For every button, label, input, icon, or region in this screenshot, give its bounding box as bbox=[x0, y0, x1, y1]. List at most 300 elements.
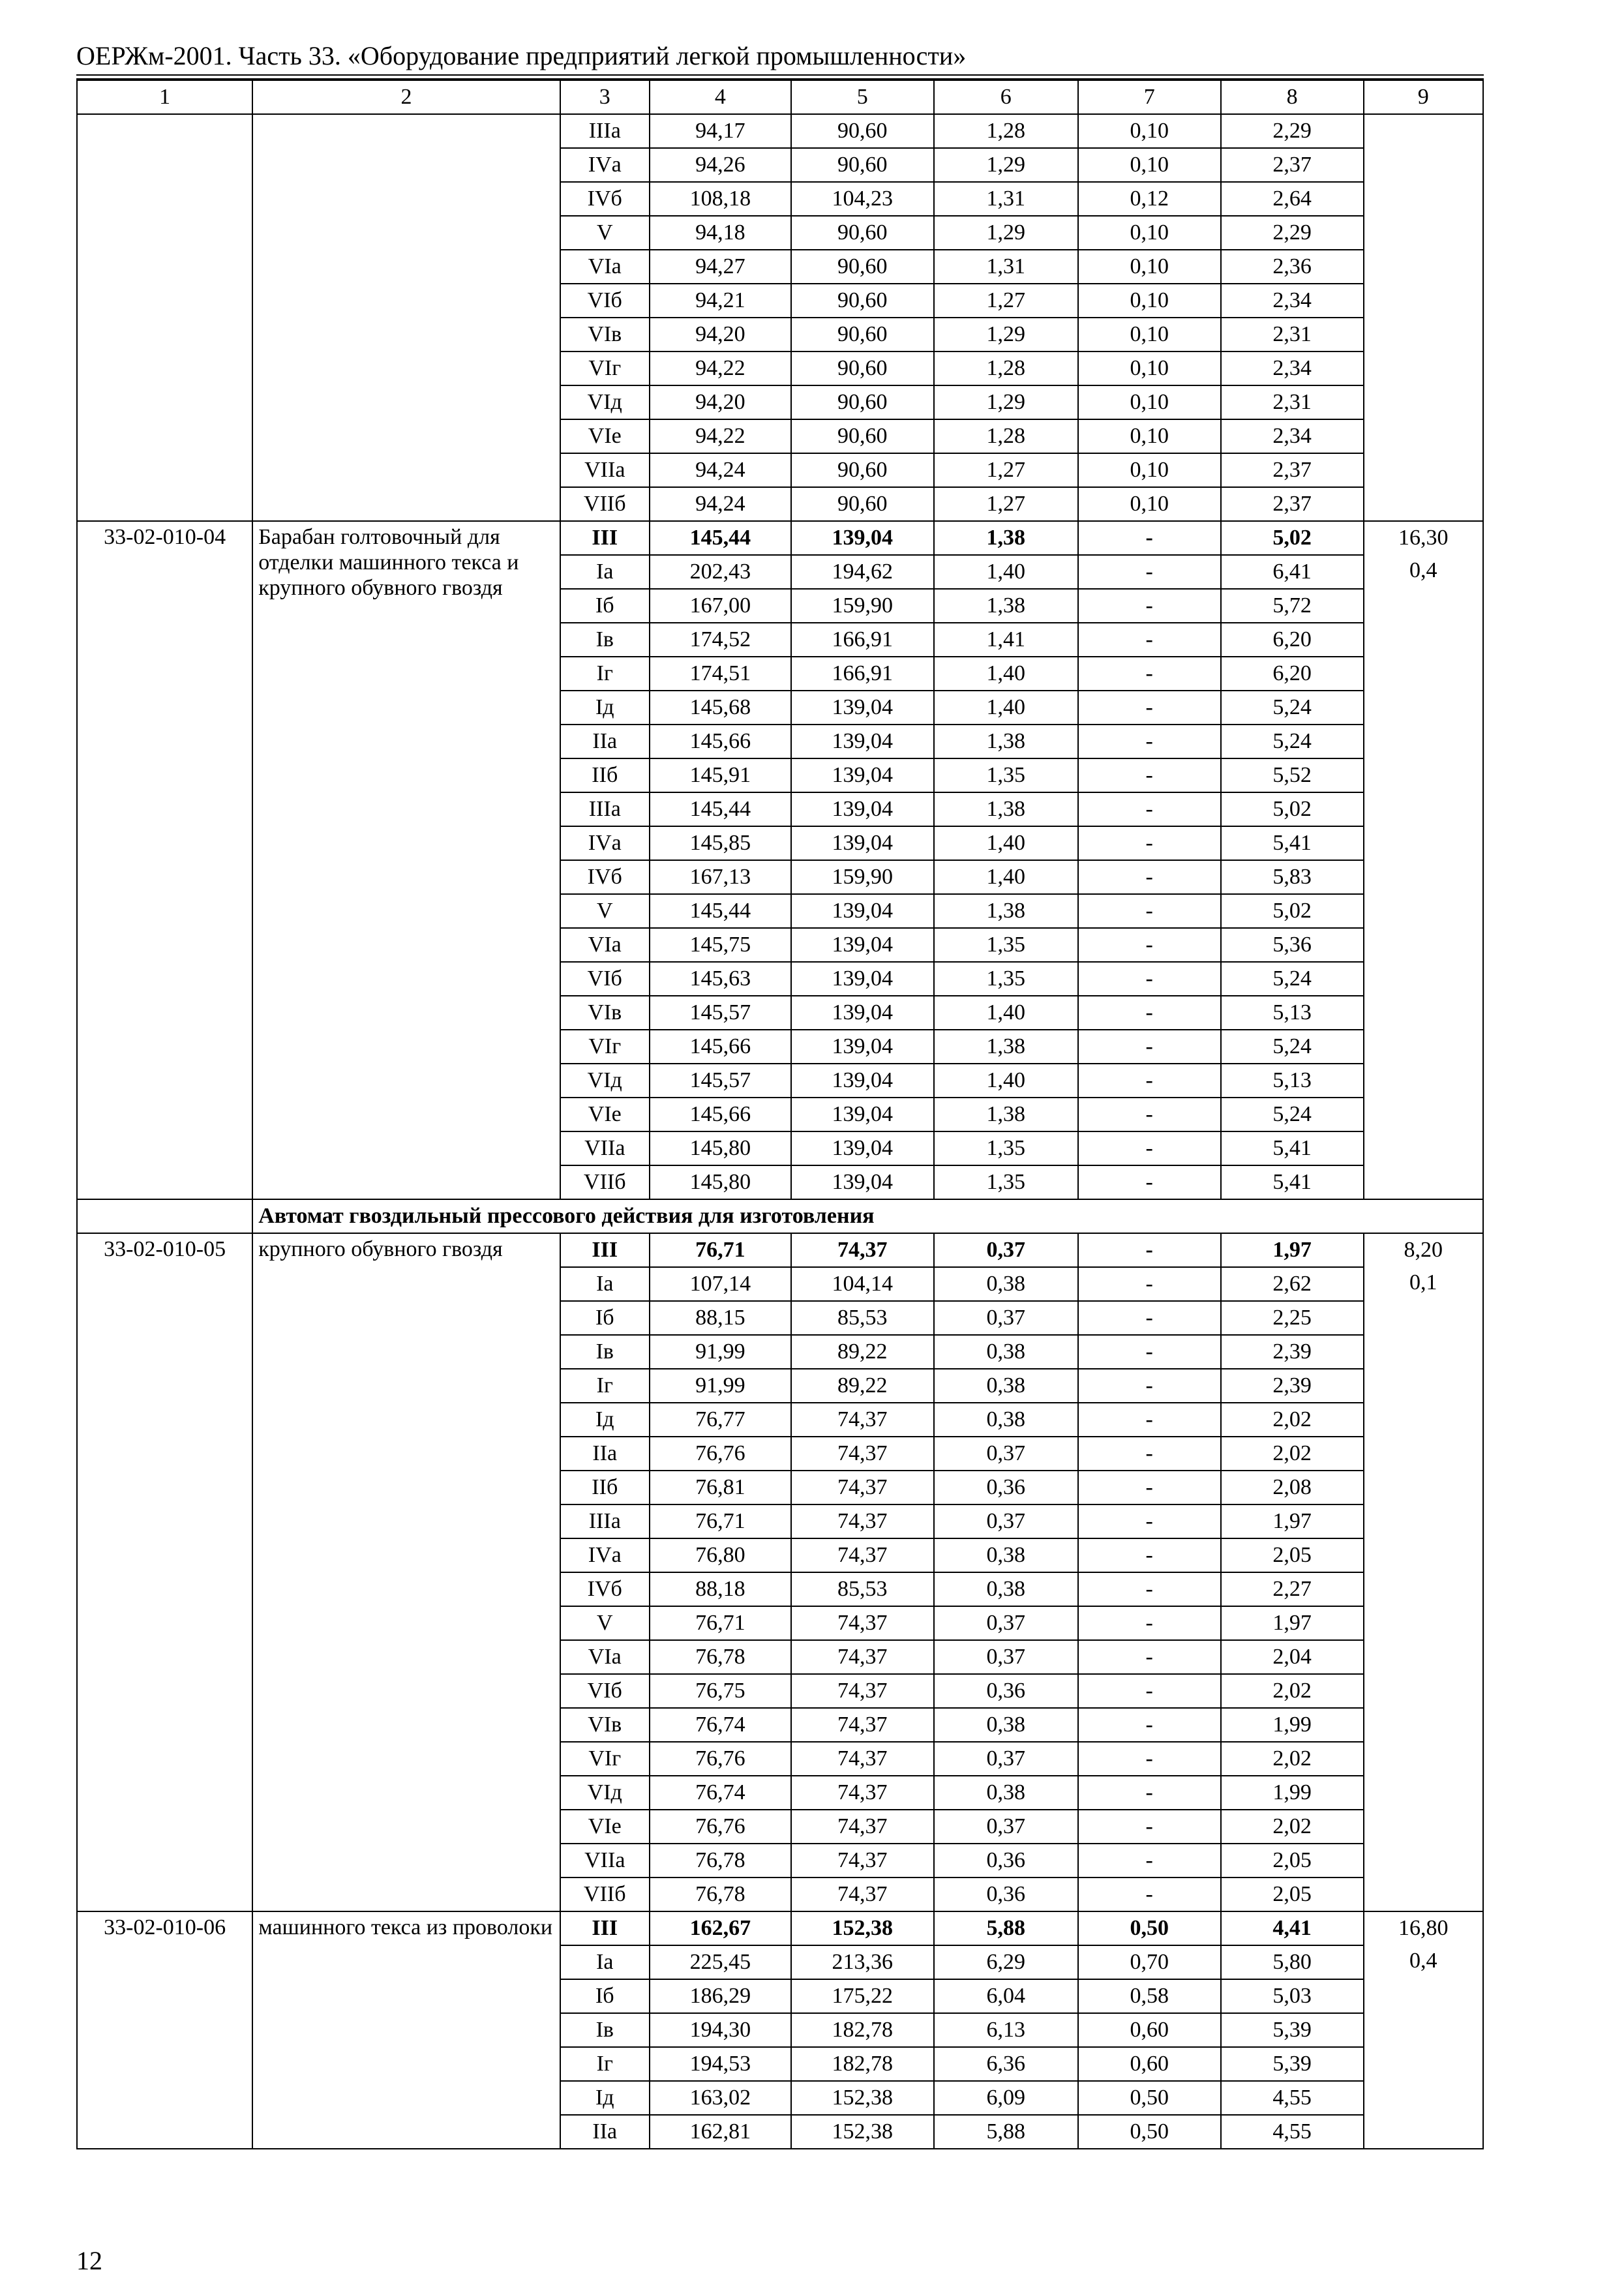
value-cell: 0,36 bbox=[934, 1878, 1078, 1911]
value-cell: - bbox=[1078, 1606, 1221, 1640]
value-cell: 186,29 bbox=[650, 1979, 791, 2013]
equipment-name bbox=[252, 114, 560, 521]
value-cell: 5,13 bbox=[1221, 1064, 1364, 1098]
value-cell: 90,60 bbox=[791, 419, 934, 453]
value-cell: 107,14 bbox=[650, 1267, 791, 1301]
zone-cell: Iа bbox=[560, 1945, 650, 1979]
table-row bbox=[77, 521, 1483, 555]
value-cell: - bbox=[1078, 962, 1221, 996]
value-cell: - bbox=[1078, 1131, 1221, 1165]
col9-value: 8,20 bbox=[1404, 1238, 1443, 1262]
value-cell: 225,45 bbox=[650, 1945, 791, 1979]
page-number: 12 bbox=[76, 2246, 102, 2275]
value-cell: 5,13 bbox=[1221, 996, 1364, 1030]
value-cell: 76,78 bbox=[650, 1878, 791, 1911]
zone-cell: Iб bbox=[560, 1979, 650, 2013]
rate-code bbox=[77, 114, 252, 521]
value-cell: 0,10 bbox=[1078, 352, 1221, 385]
value-cell: 74,37 bbox=[791, 1471, 934, 1504]
value-cell: 0,10 bbox=[1078, 148, 1221, 182]
value-cell: 91,99 bbox=[650, 1369, 791, 1403]
value-cell: 0,37 bbox=[934, 1437, 1078, 1471]
value-cell: 74,37 bbox=[791, 1538, 934, 1572]
value-cell: 0,10 bbox=[1078, 419, 1221, 453]
value-cell: 90,60 bbox=[791, 318, 934, 352]
value-cell: 174,51 bbox=[650, 657, 791, 691]
value-cell: 1,29 bbox=[934, 216, 1078, 250]
value-cell: 76,78 bbox=[650, 1640, 791, 1674]
value-cell: 5,41 bbox=[1221, 1131, 1364, 1165]
value-cell: 0,50 bbox=[1078, 2115, 1221, 2149]
value-cell: 1,38 bbox=[934, 725, 1078, 758]
value-cell: - bbox=[1078, 1640, 1221, 1674]
value-cell: 2,05 bbox=[1221, 1538, 1364, 1572]
value-cell: 4,41 bbox=[1221, 1911, 1364, 1945]
value-cell: - bbox=[1078, 1165, 1221, 1199]
value-cell: 2,29 bbox=[1221, 216, 1364, 250]
value-cell: 94,24 bbox=[650, 453, 791, 487]
value-cell: 76,76 bbox=[650, 1810, 791, 1844]
zone-cell: Iб bbox=[560, 589, 650, 623]
zone-cell: VIб bbox=[560, 962, 650, 996]
value-cell: 1,40 bbox=[934, 996, 1078, 1030]
value-cell: 91,99 bbox=[650, 1335, 791, 1369]
value-cell: 167,00 bbox=[650, 589, 791, 623]
value-cell: 104,23 bbox=[791, 182, 934, 216]
zone-cell: IVа bbox=[560, 826, 650, 860]
zone-cell: VIа bbox=[560, 250, 650, 284]
zone-cell: IIб bbox=[560, 1471, 650, 1504]
value-cell: 1,38 bbox=[934, 894, 1078, 928]
value-cell: 1,38 bbox=[934, 589, 1078, 623]
zone-cell: Iв bbox=[560, 2013, 650, 2047]
value-cell: 139,04 bbox=[791, 1165, 934, 1199]
value-cell: 1,28 bbox=[934, 352, 1078, 385]
value-cell: 202,43 bbox=[650, 555, 791, 589]
zone-cell: VIд bbox=[560, 385, 650, 419]
value-cell: 1,97 bbox=[1221, 1504, 1364, 1538]
value-cell: 74,37 bbox=[791, 1878, 934, 1911]
value-cell: 76,71 bbox=[650, 1233, 791, 1267]
zone-cell: VIв bbox=[560, 318, 650, 352]
value-cell: 2,31 bbox=[1221, 385, 1364, 419]
value-cell: 85,53 bbox=[791, 1572, 934, 1606]
zone-cell: IIа bbox=[560, 725, 650, 758]
value-cell: 74,37 bbox=[791, 1674, 934, 1708]
value-cell: 145,80 bbox=[650, 1165, 791, 1199]
value-cell: 2,64 bbox=[1221, 182, 1364, 216]
value-cell: 2,31 bbox=[1221, 318, 1364, 352]
value-cell: 2,37 bbox=[1221, 453, 1364, 487]
value-cell: 0,36 bbox=[934, 1844, 1078, 1878]
zone-cell: IVа bbox=[560, 148, 650, 182]
value-cell: 152,38 bbox=[791, 2115, 934, 2149]
value-cell: 6,36 bbox=[934, 2047, 1078, 2081]
equipment-name: крупного обувного гвоздя bbox=[252, 1233, 560, 1911]
value-cell: - bbox=[1078, 996, 1221, 1030]
value-cell: 6,13 bbox=[934, 2013, 1078, 2047]
value-cell: 5,02 bbox=[1221, 521, 1364, 555]
value-cell: 1,27 bbox=[934, 453, 1078, 487]
col9-value: 16,80 bbox=[1398, 1916, 1449, 1940]
value-cell: 2,39 bbox=[1221, 1335, 1364, 1369]
header-rule bbox=[76, 74, 1484, 76]
value-cell: 2,27 bbox=[1221, 1572, 1364, 1606]
value-cell: 90,60 bbox=[791, 385, 934, 419]
value-cell: 175,22 bbox=[791, 1979, 934, 2013]
value-cell: 74,37 bbox=[791, 1776, 934, 1810]
value-cell: 139,04 bbox=[791, 521, 934, 555]
value-cell: 0,10 bbox=[1078, 114, 1221, 148]
value-cell: 0,38 bbox=[934, 1538, 1078, 1572]
column-number: 3 bbox=[560, 80, 650, 114]
value-cell: 0,50 bbox=[1078, 2081, 1221, 2115]
zone-cell: V bbox=[560, 1606, 650, 1640]
zone-cell: IIб bbox=[560, 758, 650, 792]
zone-cell: Iд bbox=[560, 691, 650, 725]
value-cell: 1,29 bbox=[934, 385, 1078, 419]
value-cell: 6,09 bbox=[934, 2081, 1078, 2115]
zone-cell: Iв bbox=[560, 1335, 650, 1369]
value-cell: 4,55 bbox=[1221, 2115, 1364, 2149]
value-cell: 1,35 bbox=[934, 1165, 1078, 1199]
value-cell: - bbox=[1078, 792, 1221, 826]
value-cell: 5,24 bbox=[1221, 691, 1364, 725]
zone-cell: IVб bbox=[560, 860, 650, 894]
column-number: 8 bbox=[1221, 80, 1364, 114]
value-cell: 0,12 bbox=[1078, 182, 1221, 216]
value-cell: 89,22 bbox=[791, 1369, 934, 1403]
value-cell: 139,04 bbox=[791, 928, 934, 962]
equipment-name: Барабан голтовочный для отделки машинного текса и крупного обувного гвоздя bbox=[252, 521, 560, 1199]
zone-cell: VIIа bbox=[560, 1844, 650, 1878]
value-cell: 0,10 bbox=[1078, 284, 1221, 318]
value-cell: 162,67 bbox=[650, 1911, 791, 1945]
value-cell: 0,38 bbox=[934, 1776, 1078, 1810]
value-cell: 0,37 bbox=[934, 1810, 1078, 1844]
value-cell: 88,15 bbox=[650, 1301, 791, 1335]
value-cell: 1,40 bbox=[934, 657, 1078, 691]
col9-cell bbox=[1364, 1911, 1483, 2149]
value-cell: - bbox=[1078, 1776, 1221, 1810]
value-cell: 1,35 bbox=[934, 1131, 1078, 1165]
value-cell: 0,10 bbox=[1078, 250, 1221, 284]
value-cell: - bbox=[1078, 894, 1221, 928]
value-cell: 1,97 bbox=[1221, 1233, 1364, 1267]
value-cell: 89,22 bbox=[791, 1335, 934, 1369]
value-cell: 2,02 bbox=[1221, 1403, 1364, 1437]
value-cell: 166,91 bbox=[791, 623, 934, 657]
value-cell: 1,99 bbox=[1221, 1776, 1364, 1810]
value-cell: 0,38 bbox=[934, 1572, 1078, 1606]
value-cell: 94,20 bbox=[650, 318, 791, 352]
value-cell: 94,21 bbox=[650, 284, 791, 318]
value-cell: 90,60 bbox=[791, 487, 934, 521]
value-cell: - bbox=[1078, 1471, 1221, 1504]
table-row bbox=[77, 114, 1483, 148]
value-cell: - bbox=[1078, 657, 1221, 691]
zone-cell: Iг bbox=[560, 2047, 650, 2081]
value-cell: - bbox=[1078, 1742, 1221, 1776]
page-header-title: ОЕРЖм-2001. Часть 33. «Оборудование предприятий легкой промышленности» bbox=[76, 41, 967, 70]
value-cell: 1,40 bbox=[934, 555, 1078, 589]
column-number: 2 bbox=[252, 80, 560, 114]
value-cell: 5,24 bbox=[1221, 962, 1364, 996]
value-cell: 194,30 bbox=[650, 2013, 791, 2047]
value-cell: 139,04 bbox=[791, 792, 934, 826]
value-cell: 1,35 bbox=[934, 758, 1078, 792]
value-cell: 1,40 bbox=[934, 1064, 1078, 1098]
zone-cell: V bbox=[560, 216, 650, 250]
value-cell: 6,29 bbox=[934, 1945, 1078, 1979]
value-cell: - bbox=[1078, 623, 1221, 657]
value-cell: - bbox=[1078, 555, 1221, 589]
value-cell: 174,52 bbox=[650, 623, 791, 657]
zone-cell: IVб bbox=[560, 1572, 650, 1606]
value-cell: 145,68 bbox=[650, 691, 791, 725]
value-cell: 5,03 bbox=[1221, 1979, 1364, 2013]
value-cell: 0,10 bbox=[1078, 453, 1221, 487]
value-cell: 145,44 bbox=[650, 792, 791, 826]
value-cell: 74,37 bbox=[791, 1810, 934, 1844]
col9-value: 16,30 bbox=[1398, 526, 1449, 550]
value-cell: 139,04 bbox=[791, 1064, 934, 1098]
value-cell: 76,81 bbox=[650, 1471, 791, 1504]
value-cell: 182,78 bbox=[791, 2013, 934, 2047]
zone-cell: VIб bbox=[560, 284, 650, 318]
value-cell: - bbox=[1078, 1810, 1221, 1844]
value-cell: 5,41 bbox=[1221, 1165, 1364, 1199]
value-cell: 1,29 bbox=[934, 318, 1078, 352]
value-cell: 163,02 bbox=[650, 2081, 791, 2115]
zone-cell: III bbox=[560, 521, 650, 555]
value-cell: 5,72 bbox=[1221, 589, 1364, 623]
zone-cell: Iд bbox=[560, 2081, 650, 2115]
value-cell: 0,60 bbox=[1078, 2013, 1221, 2047]
value-cell: 0,37 bbox=[934, 1233, 1078, 1267]
zone-cell: VIв bbox=[560, 996, 650, 1030]
zone-cell: VIд bbox=[560, 1776, 650, 1810]
column-number: 6 bbox=[934, 80, 1078, 114]
value-cell: 2,05 bbox=[1221, 1878, 1364, 1911]
value-cell: 139,04 bbox=[791, 1030, 934, 1064]
value-cell: 1,38 bbox=[934, 521, 1078, 555]
value-cell: 0,38 bbox=[934, 1267, 1078, 1301]
value-cell: 0,10 bbox=[1078, 216, 1221, 250]
value-cell: 85,53 bbox=[791, 1301, 934, 1335]
section-heading: Автомат гвоздильный прессового действия для изготовления bbox=[252, 1199, 1483, 1233]
zone-cell: VIб bbox=[560, 1674, 650, 1708]
value-cell: 2,37 bbox=[1221, 487, 1364, 521]
zone-cell: IIIа bbox=[560, 114, 650, 148]
value-cell: 5,02 bbox=[1221, 894, 1364, 928]
value-cell: 2,02 bbox=[1221, 1674, 1364, 1708]
value-cell: 76,74 bbox=[650, 1776, 791, 1810]
value-cell: 1,28 bbox=[934, 114, 1078, 148]
value-cell: 74,37 bbox=[791, 1437, 934, 1471]
value-cell: 2,34 bbox=[1221, 419, 1364, 453]
value-cell: 2,34 bbox=[1221, 284, 1364, 318]
value-cell: - bbox=[1078, 1674, 1221, 1708]
value-cell: 2,39 bbox=[1221, 1369, 1364, 1403]
col9-cell bbox=[1364, 1233, 1483, 1911]
value-cell: - bbox=[1078, 1335, 1221, 1369]
rate-code: 33-02-010-06 bbox=[77, 1911, 252, 2149]
zone-cell: Iв bbox=[560, 623, 650, 657]
value-cell: - bbox=[1078, 1064, 1221, 1098]
value-cell: 145,66 bbox=[650, 1030, 791, 1064]
value-cell: 1,38 bbox=[934, 792, 1078, 826]
value-cell: - bbox=[1078, 1369, 1221, 1403]
value-cell: 90,60 bbox=[791, 352, 934, 385]
value-cell: 2,34 bbox=[1221, 352, 1364, 385]
value-cell: 94,22 bbox=[650, 419, 791, 453]
zone-cell: VIг bbox=[560, 1030, 650, 1064]
value-cell: 182,78 bbox=[791, 2047, 934, 2081]
value-cell: 139,04 bbox=[791, 691, 934, 725]
value-cell: 0,37 bbox=[934, 1606, 1078, 1640]
value-cell: 0,70 bbox=[1078, 1945, 1221, 1979]
value-cell: 5,36 bbox=[1221, 928, 1364, 962]
value-cell: 5,41 bbox=[1221, 826, 1364, 860]
value-cell: 74,37 bbox=[791, 1606, 934, 1640]
value-cell: - bbox=[1078, 826, 1221, 860]
value-cell: - bbox=[1078, 1538, 1221, 1572]
value-cell: - bbox=[1078, 521, 1221, 555]
value-cell: 2,02 bbox=[1221, 1742, 1364, 1776]
value-cell: 74,37 bbox=[791, 1403, 934, 1437]
value-cell: 94,22 bbox=[650, 352, 791, 385]
value-cell: 159,90 bbox=[791, 860, 934, 894]
value-cell: 74,37 bbox=[791, 1233, 934, 1267]
value-cell: 0,37 bbox=[934, 1742, 1078, 1776]
value-cell: - bbox=[1078, 1267, 1221, 1301]
zone-cell: VIд bbox=[560, 1064, 650, 1098]
value-cell: 74,37 bbox=[791, 1844, 934, 1878]
value-cell: 145,63 bbox=[650, 962, 791, 996]
value-cell: 0,38 bbox=[934, 1369, 1078, 1403]
value-cell: 145,57 bbox=[650, 1064, 791, 1098]
zone-cell: VIIа bbox=[560, 1131, 650, 1165]
value-cell: 1,40 bbox=[934, 860, 1078, 894]
value-cell: 5,52 bbox=[1221, 758, 1364, 792]
zone-cell: III bbox=[560, 1911, 650, 1945]
value-cell: - bbox=[1078, 1878, 1221, 1911]
value-cell: 1,40 bbox=[934, 826, 1078, 860]
column-number: 7 bbox=[1078, 80, 1221, 114]
zone-cell: IVа bbox=[560, 1538, 650, 1572]
value-cell: 0,36 bbox=[934, 1674, 1078, 1708]
table-body bbox=[77, 114, 1483, 2149]
value-cell: 2,25 bbox=[1221, 1301, 1364, 1335]
value-cell: 152,38 bbox=[791, 2081, 934, 2115]
value-cell: 108,18 bbox=[650, 182, 791, 216]
col9-value: 0,1 bbox=[1409, 1270, 1437, 1294]
value-cell: 152,38 bbox=[791, 1911, 934, 1945]
value-cell: 94,24 bbox=[650, 487, 791, 521]
value-cell: 1,41 bbox=[934, 623, 1078, 657]
value-cell: 6,04 bbox=[934, 1979, 1078, 2013]
zone-cell: VIа bbox=[560, 1640, 650, 1674]
zone-cell: VIIа bbox=[560, 453, 650, 487]
value-cell: 5,24 bbox=[1221, 725, 1364, 758]
table-row bbox=[77, 1233, 1483, 1267]
value-cell: 76,76 bbox=[650, 1742, 791, 1776]
zone-cell: VIе bbox=[560, 419, 650, 453]
value-cell: 88,18 bbox=[650, 1572, 791, 1606]
value-cell: 76,77 bbox=[650, 1403, 791, 1437]
value-cell: - bbox=[1078, 1403, 1221, 1437]
value-cell: 76,75 bbox=[650, 1674, 791, 1708]
value-cell: 139,04 bbox=[791, 826, 934, 860]
value-cell: 76,71 bbox=[650, 1504, 791, 1538]
value-cell: 167,13 bbox=[650, 860, 791, 894]
value-cell: 6,20 bbox=[1221, 623, 1364, 657]
value-cell: 5,88 bbox=[934, 2115, 1078, 2149]
zone-cell: VIIб bbox=[560, 487, 650, 521]
zone-cell: IIа bbox=[560, 2115, 650, 2149]
value-cell: - bbox=[1078, 691, 1221, 725]
value-cell: 94,20 bbox=[650, 385, 791, 419]
value-cell: 145,80 bbox=[650, 1131, 791, 1165]
value-cell: 94,18 bbox=[650, 216, 791, 250]
value-cell: 166,91 bbox=[791, 657, 934, 691]
value-cell: 5,24 bbox=[1221, 1098, 1364, 1131]
zone-cell: Iг bbox=[560, 657, 650, 691]
value-cell: 145,66 bbox=[650, 1098, 791, 1131]
value-cell: 1,31 bbox=[934, 182, 1078, 216]
value-cell: - bbox=[1078, 1504, 1221, 1538]
value-cell: 1,31 bbox=[934, 250, 1078, 284]
value-cell: 1,28 bbox=[934, 419, 1078, 453]
value-cell: 76,80 bbox=[650, 1538, 791, 1572]
value-cell: 2,62 bbox=[1221, 1267, 1364, 1301]
rate-code: 33-02-010-04 bbox=[77, 521, 252, 1199]
value-cell: - bbox=[1078, 589, 1221, 623]
value-cell: 5,02 bbox=[1221, 792, 1364, 826]
value-cell: 194,53 bbox=[650, 2047, 791, 2081]
value-cell: 1,27 bbox=[934, 487, 1078, 521]
value-cell: - bbox=[1078, 1301, 1221, 1335]
col9-value: 0,4 bbox=[1409, 558, 1437, 582]
column-number: 4 bbox=[650, 80, 791, 114]
value-cell: 94,27 bbox=[650, 250, 791, 284]
value-cell: 1,99 bbox=[1221, 1708, 1364, 1742]
value-cell: 1,29 bbox=[934, 148, 1078, 182]
table-row bbox=[77, 1911, 1483, 1945]
value-cell: 1,38 bbox=[934, 1098, 1078, 1131]
value-cell: 145,44 bbox=[650, 521, 791, 555]
value-cell: 5,39 bbox=[1221, 2047, 1364, 2081]
zone-cell: Iб bbox=[560, 1301, 650, 1335]
value-cell: 6,41 bbox=[1221, 555, 1364, 589]
value-cell: - bbox=[1078, 725, 1221, 758]
value-cell: 139,04 bbox=[791, 1098, 934, 1131]
value-cell: 90,60 bbox=[791, 284, 934, 318]
zone-cell: IIIа bbox=[560, 792, 650, 826]
value-cell: 0,10 bbox=[1078, 318, 1221, 352]
value-cell: 2,05 bbox=[1221, 1844, 1364, 1878]
value-cell: 139,04 bbox=[791, 962, 934, 996]
value-cell: 0,50 bbox=[1078, 1911, 1221, 1945]
value-cell: 139,04 bbox=[791, 894, 934, 928]
column-number-row bbox=[77, 80, 1483, 114]
equipment-name: машинного текса из проволоки bbox=[252, 1911, 560, 2149]
value-cell: 76,76 bbox=[650, 1437, 791, 1471]
value-cell: 145,44 bbox=[650, 894, 791, 928]
value-cell: 74,37 bbox=[791, 1742, 934, 1776]
value-cell: 145,85 bbox=[650, 826, 791, 860]
